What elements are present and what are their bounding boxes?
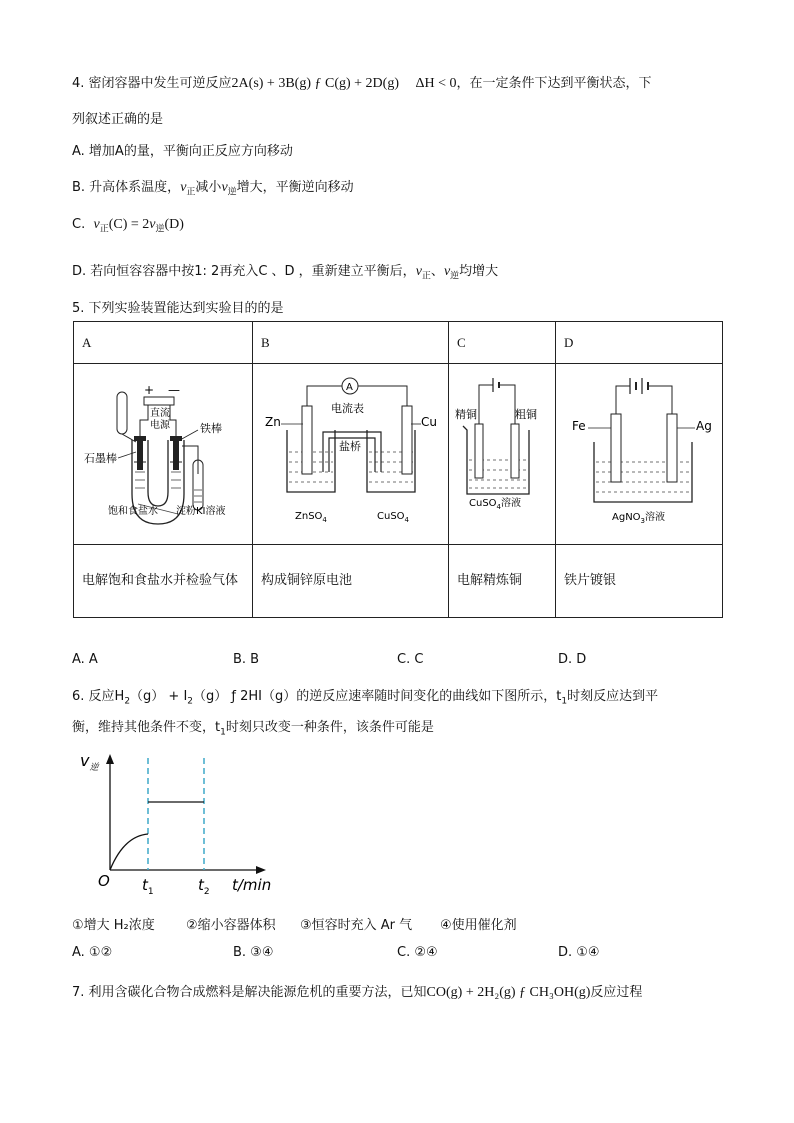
pure-copper-label: 精铜 bbox=[455, 408, 477, 421]
anode bbox=[511, 424, 519, 478]
znso4-label: ZnSO$_4$ bbox=[295, 511, 327, 524]
ag-label: Ag bbox=[696, 419, 712, 433]
desc-b: 构成铜锌原电池 bbox=[253, 545, 449, 618]
condition-1: ①增大 H₂浓度 bbox=[72, 918, 155, 933]
condition-4: ④使用催化剂 bbox=[440, 918, 517, 933]
cathode bbox=[475, 424, 483, 478]
apparatus-d bbox=[556, 364, 723, 545]
col-header-a: A bbox=[74, 322, 253, 364]
q6-option-a: A. ①② bbox=[72, 945, 113, 960]
q5-option-c: C. C bbox=[397, 652, 424, 667]
y-axis-label: $v_逆$ bbox=[80, 751, 99, 773]
q4-option-c: C. $v_正(C) = 2v_逆(D)$ bbox=[72, 217, 184, 235]
q4-option-d: D. 若向恒容容器中按1: 2再充入C 、D ，重新建立平衡后，$v_正$、$v_逆$均增大 bbox=[72, 264, 499, 282]
zinc-electrode bbox=[302, 406, 312, 474]
zn-label: Zn bbox=[265, 415, 281, 429]
col-header-b: B bbox=[253, 322, 449, 364]
iron-label: 铁棒 bbox=[200, 422, 222, 435]
power-label-1: 直流 bbox=[150, 408, 170, 419]
q4-enthalpy: ΔH < 0 bbox=[415, 76, 457, 91]
q7-stem: 7. 利用含碳化合物合成燃料是解决能源危机的重要方法，已知CO(g) + 2H₂(g) ƒ CH₃OH(g)反应过程 bbox=[72, 985, 643, 1000]
minus-sign: — bbox=[168, 383, 180, 397]
fe-label: Fe bbox=[572, 419, 586, 433]
q4-option-b: B. 升高体系温度，$v_正$减小$v_逆$增大，平衡逆向移动 bbox=[72, 180, 354, 198]
power-source bbox=[144, 397, 174, 405]
desc-c: 电解精炼铜 bbox=[449, 545, 556, 618]
q4-option-a: A. 增加A的量，平衡向正反应方向移动 bbox=[72, 144, 293, 159]
ammeter-label: 电流表 bbox=[331, 402, 364, 415]
galvanic-cell-diagram bbox=[253, 364, 441, 540]
salt-bridge-label: 盐桥 bbox=[339, 440, 361, 453]
agno3-label: AgNO$_3$溶液 bbox=[612, 512, 666, 525]
q6-stem-line1: 6. 反应$H_2(g) + I_2(g)$ ƒ 2HI（g）的逆反应速率随时间变化的曲线如下图所示，$t_1$时刻反应达到平 bbox=[72, 689, 659, 707]
q4-stem-line2: 列叙述正确的是 bbox=[72, 112, 164, 127]
t1-label: $t_1$ bbox=[142, 876, 154, 897]
q6-option-b: B. ③④ bbox=[233, 945, 274, 960]
graphite-rod bbox=[137, 436, 143, 470]
test-tube bbox=[117, 392, 127, 434]
copper-refining-diagram bbox=[449, 364, 547, 540]
q4-equation: 2A(s) + 3B(g) ƒ C(g) + 2D(g) bbox=[231, 76, 399, 91]
apparatus-a bbox=[74, 364, 253, 545]
col-header-d: D bbox=[556, 322, 723, 364]
silver-plating-diagram bbox=[556, 364, 714, 540]
x-axis-arrow bbox=[256, 866, 266, 874]
t2-label: $t_2$ bbox=[198, 876, 210, 897]
q5-apparatus-table bbox=[73, 321, 723, 618]
desc-a: 电解饱和食盐水并检验气体 bbox=[74, 545, 253, 618]
graphite-label: 石墨棒 bbox=[84, 452, 117, 465]
origin-label: O bbox=[98, 872, 110, 890]
brine-label: 饱和食盐水 bbox=[108, 506, 158, 517]
electrolysis-brine-diagram bbox=[74, 364, 252, 540]
q6-option-d: D. ①④ bbox=[558, 945, 600, 960]
q5-option-d: D. D bbox=[558, 652, 587, 667]
col-header-c: C bbox=[449, 322, 556, 364]
q7-equation: CO(g) + 2H₂(g) ƒ CH₃OH(g) bbox=[426, 985, 591, 1000]
q4-stem-line1: 4. 密闭容器中发生可逆反应2A(s) + 3B(g) ƒ C(g) + 2D(g) ΔH < 0，在一定条件下达到平衡状态，下 bbox=[72, 76, 652, 91]
power-label-2: 电源 bbox=[150, 420, 170, 431]
condition-3: ③恒容时充入 Ar 气 bbox=[300, 918, 413, 933]
q5-stem: 5. 下列实验装置能达到实验目的的是 bbox=[72, 301, 284, 316]
copper-electrode bbox=[402, 406, 412, 474]
iron-plate bbox=[611, 414, 621, 482]
plus-sign: + bbox=[144, 383, 155, 397]
iron-rod bbox=[173, 436, 179, 470]
apparatus-c bbox=[449, 364, 556, 545]
silver-plate bbox=[667, 414, 677, 482]
desc-d: 铁片镀银 bbox=[556, 545, 723, 618]
rate-curve-before-t1 bbox=[110, 834, 148, 870]
cu-label: Cu bbox=[421, 415, 437, 429]
q6-stem-line2: 衡，维持其他条件不变，$t_1$时刻只改变一种条件，该条件可能是 bbox=[72, 720, 434, 738]
x-axis-label: t/min bbox=[232, 876, 272, 894]
q5-option-b: B. B bbox=[233, 652, 260, 667]
cuso4-label: CuSO$_4$ bbox=[377, 511, 410, 524]
crude-copper-label: 粗铜 bbox=[515, 408, 537, 421]
q6-option-c: C. ②④ bbox=[397, 945, 438, 960]
y-axis-arrow bbox=[106, 754, 114, 764]
apparatus-b bbox=[253, 364, 449, 545]
ammeter-symbol: A bbox=[346, 382, 353, 393]
cuso4-solution-label: CuSO$_4$溶液 bbox=[469, 498, 522, 511]
q5-option-a: A. A bbox=[72, 652, 98, 667]
ki-label: 淀粉KI溶液 bbox=[176, 506, 226, 517]
q6-rate-graph bbox=[76, 748, 286, 898]
condition-2: ②缩小容器体积 bbox=[186, 918, 276, 933]
